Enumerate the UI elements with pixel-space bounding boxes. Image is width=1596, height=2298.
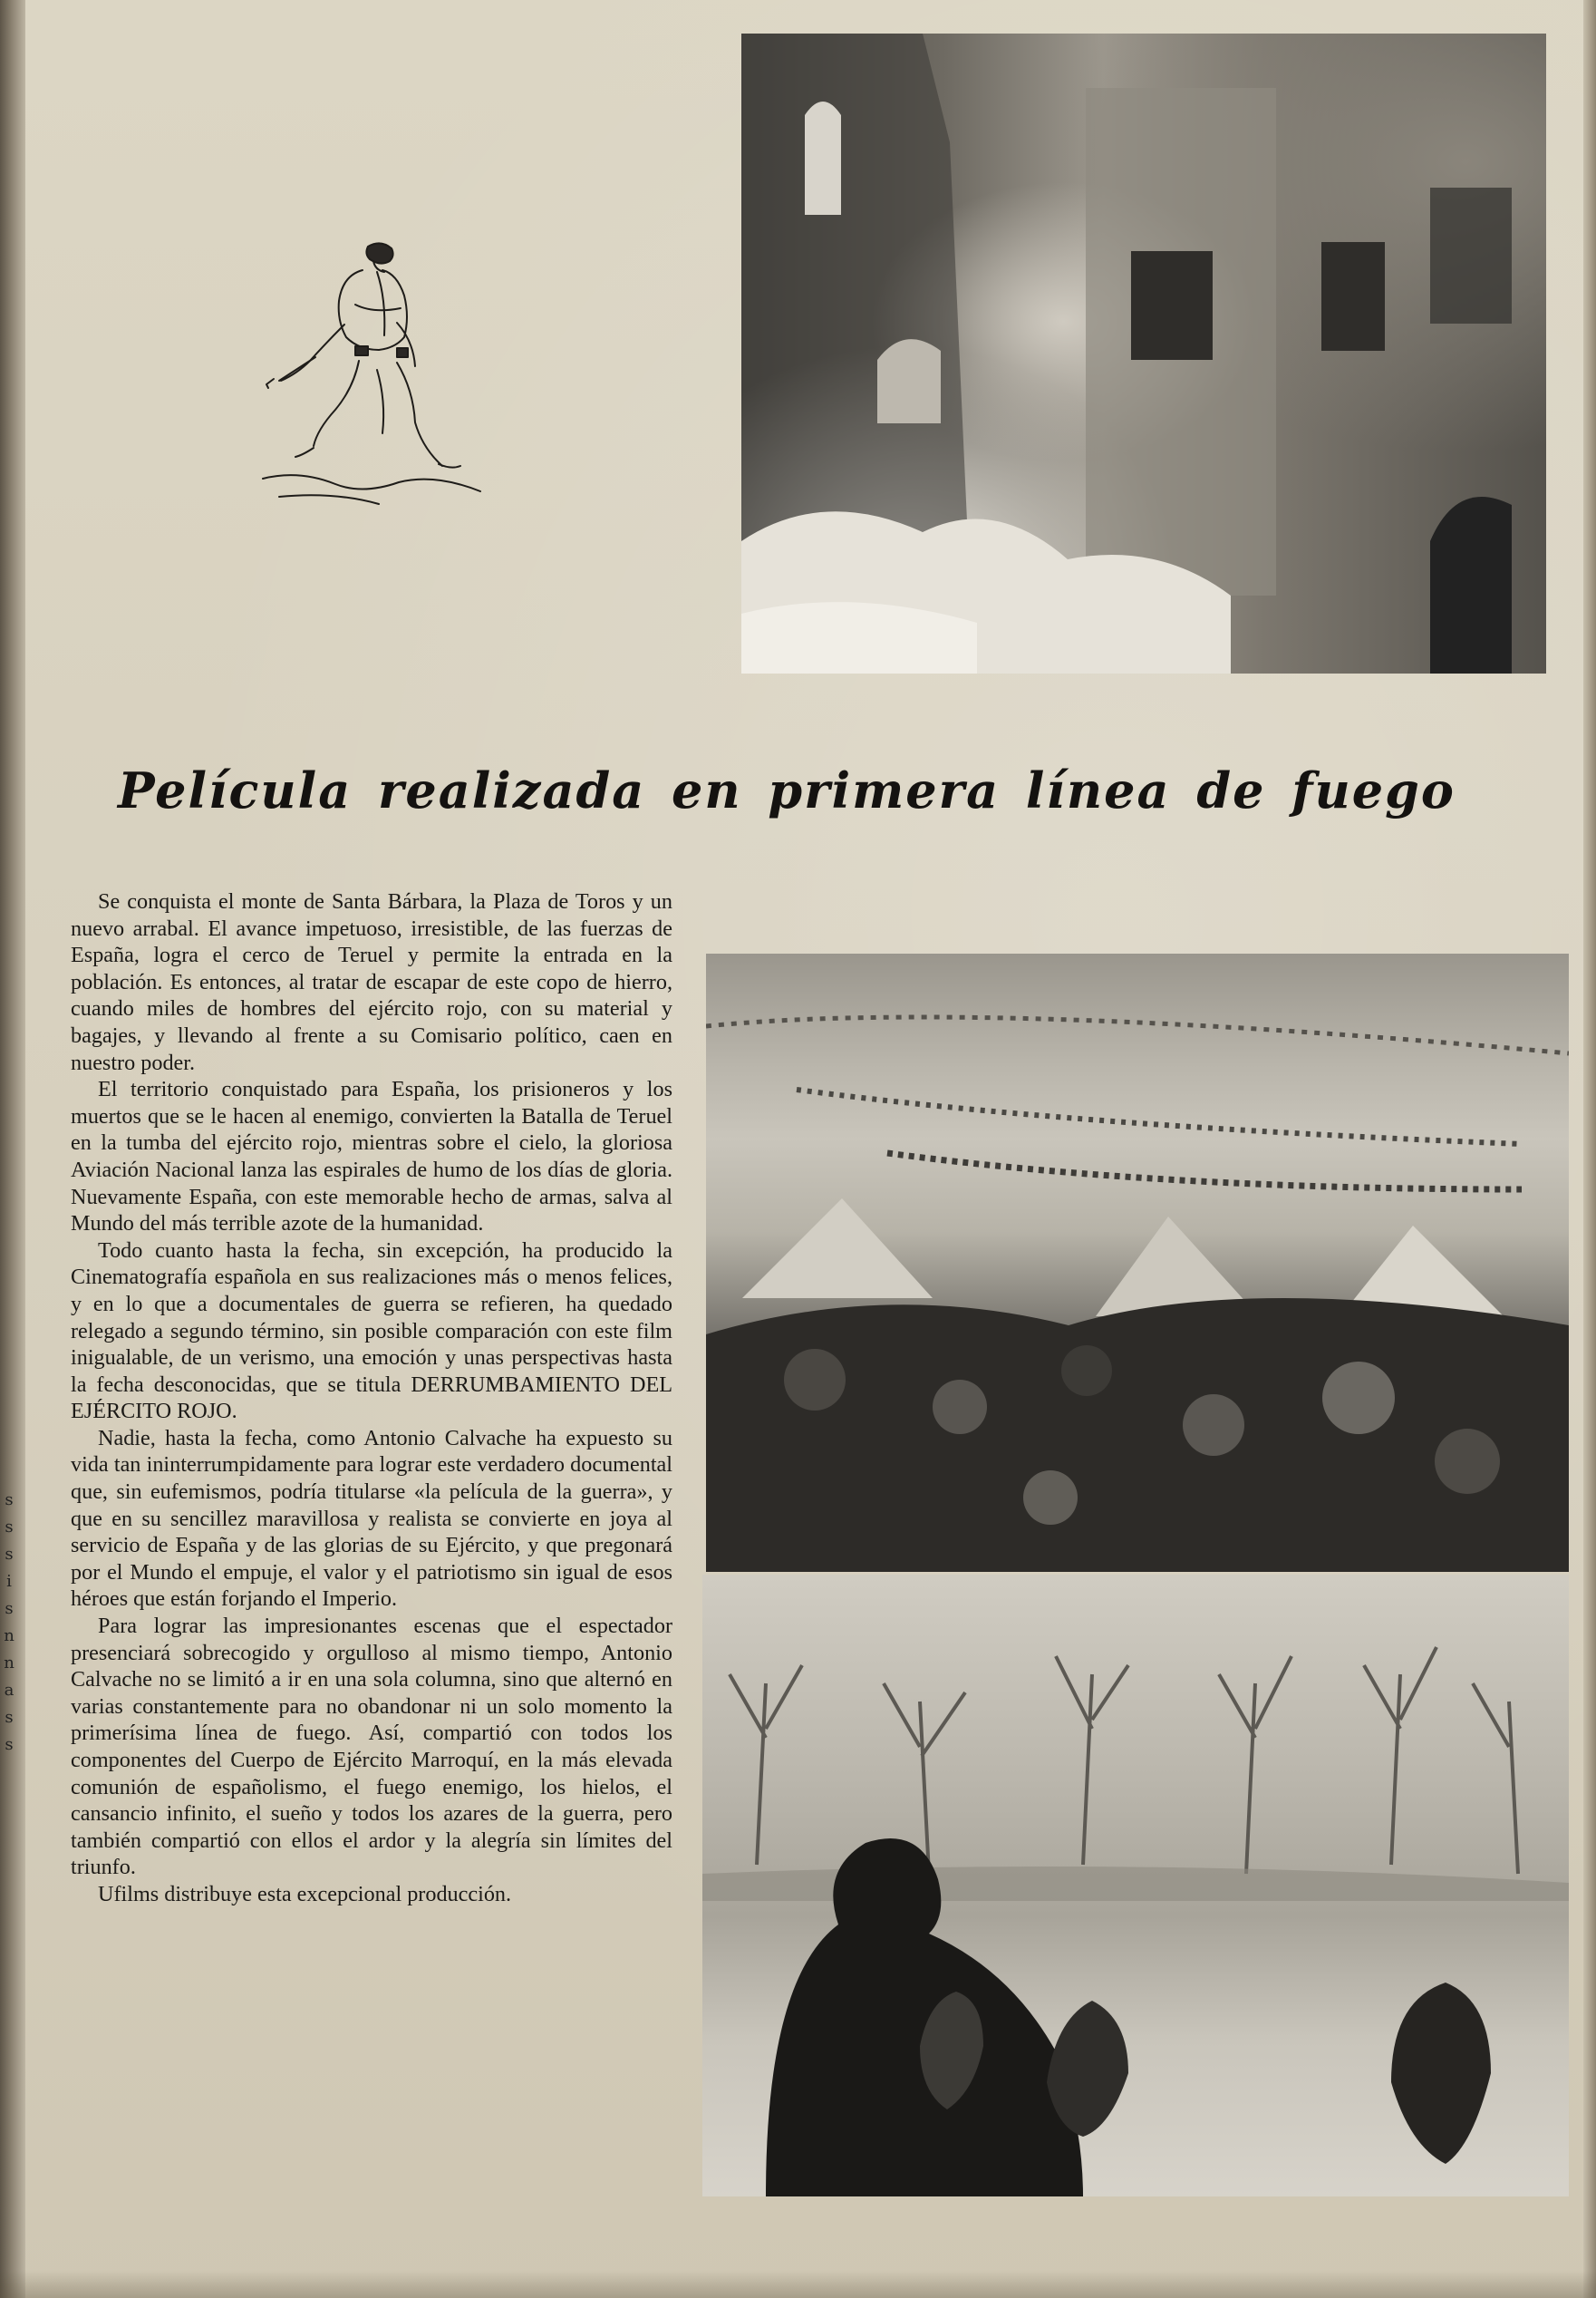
page-edge-right <box>1583 0 1596 2298</box>
article-paragraph: El territorio conquistado para España, los prisioneros y los muertos que se le hacen al enemigo, convierten la Batalla de Teruel en la tumba del ejército rojo, mientras sobre el cielo, la gloriosa Aviación Nacional lanza las espirales de humo de los días de gloria. Nuevamente España, con este memorable hecho de armas, salva al Mundo del más terrible azote de la humanidad. <box>71 1077 672 1236</box>
soldier-sketch-illustration <box>261 234 497 524</box>
fragment-letter: n <box>4 1626 15 1645</box>
facing-page-fragments <box>2 1487 16 1759</box>
fragment-letter: i <box>6 1572 12 1591</box>
article-paragraph: Se conquista el monte de Santa Bárbara, la Plaza de Toros y un nuevo arrabal. El avance impetuoso, irresistible, de las fuerzas de España, logra el cerco de Teruel y permite la entrada en la población. Es entonces, al tratar de escapar de este copo de hierro, cuando miles de hombres del ejército rojo, con su material y bagajes, y llevando al frente a su Comisario político, caen en nuestro poder. <box>71 889 672 1075</box>
ruined-church-photo <box>741 34 1546 674</box>
fragment-letter: s <box>5 1735 14 1754</box>
fragment-letter: s <box>5 1517 14 1537</box>
fragment-letter: a <box>4 1681 15 1700</box>
fragment-letter: s <box>5 1490 14 1509</box>
fragment-letter: s <box>5 1708 14 1727</box>
article-body <box>71 888 672 1908</box>
prisoner-camp-photo <box>706 954 1569 1572</box>
fragment-letter: s <box>5 1599 14 1618</box>
fragment-letter: s <box>5 1545 14 1564</box>
article-title: Película realizada en primera línea de fuego <box>118 761 1456 819</box>
binding-spine <box>0 0 25 2298</box>
article-paragraph: Todo cuanto hasta la fecha, sin excepción, ha producido la Cinematografía española en sus realizaciones más o menos felices, y en lo que a documentales de guerra se refieren, ha quedado relegado a segundo término, sin posible comparación con este film inigualable, de un verismo, una emoción y unas perspectivas hasta la fecha desconocidas, que se titula DERRUMBAMIENTO DEL EJÉRCITO ROJO. <box>71 1237 672 1424</box>
article-paragraph: Para lograr las impresionantes escenas que el espectador presenciará sobrecogido y orgulloso al mismo tiempo, Antonio Calvache no se limitó a ir en una sola columna, sino que alternó en varias constantemente para no obandonar ni un solo momento la primerísima línea de fuego. Así, compartió con todos los componentes del Cuerpo de Ejército Marroquí, en la más elevada comunión de españolismo, el fuego enemigo, los hielos, el cansancio infinito, el sueño y todos los azares de la guerra, pero también compartió con ellos el ardor y la alegría sin límites del triunfo. <box>71 1614 672 1880</box>
page-edge-bottom <box>0 2271 1596 2298</box>
article-paragraph: Nadie, hasta la fecha, como Antonio Calvache ha expuesto su vida tan ininterrumpidamente para lograr este verdadero documental que, sin eufemismos, podría titularse «la película de la guerra», y que en su sencillez maravillosa y realista se convierte en joya al servicio de España y de las glorias de su Ejército, y que pregonará por el Mundo el empuje, el valor y el patriotismo sin igual de esos héroes que están forjando el Imperio. <box>71 1425 672 1612</box>
soldiers-advancing-photo <box>702 1575 1569 2196</box>
fragment-letter: n <box>4 1653 15 1673</box>
article-paragraph: Ufilms distribuye esta excepcional producción. <box>98 1881 512 1906</box>
